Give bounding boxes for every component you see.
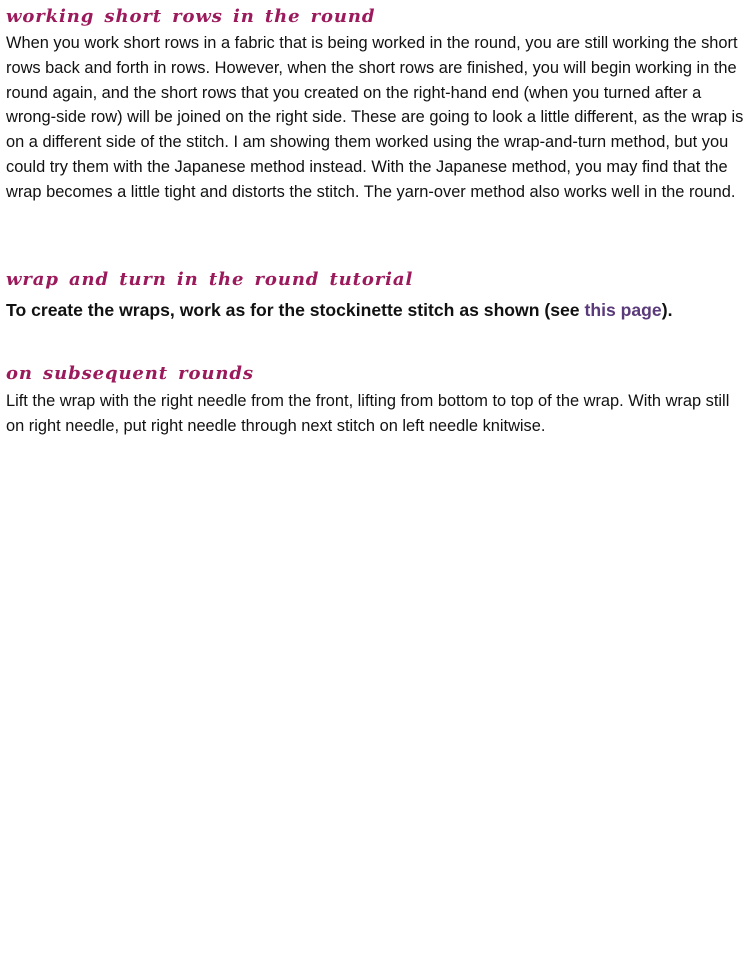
section-body-wrap-and-turn-tutorial	[6, 297, 744, 323]
tutorial-text-before-link: To create the wraps, work as for the stockinette stitch as shown (see	[6, 300, 585, 320]
section-body-working-short-rows: When you work short rows in a fabric that is being worked in the round, you are still working the short rows back and forth in rows. However, when the short rows are finished, you will begin working in the round again, and the short rows that you created on the right-hand end (when you turned after a wrong-side row) will be joined on the right side. These are going to look a little different, as the wrap is on a different side of the stitch. I am showing them worked using the wrap-and-turn method, but you could try them with the Japanese method instead. With the Japanese method, you may find that the wrap becomes a little tight and distorts the stitch. The yarn-over method also works well in the round.	[6, 34, 744, 201]
section-heading-wrap-and-turn-tutorial: wrap and turn in the round tutorial	[6, 269, 414, 290]
section-heading-subsequent-rounds: on subsequent rounds	[6, 363, 254, 384]
section-body-subsequent-rounds: Lift the wrap with the right needle from the front, lifting from bottom to top of the wrap. With wrap still on right needle, put right needle through next stitch on left needle knitwise.	[6, 392, 730, 435]
this-page-link[interactable]: this page	[584, 300, 662, 320]
section-heading-working-short-rows: working short rows in the round	[6, 6, 376, 27]
tutorial-text-after-link: ).	[661, 300, 673, 320]
